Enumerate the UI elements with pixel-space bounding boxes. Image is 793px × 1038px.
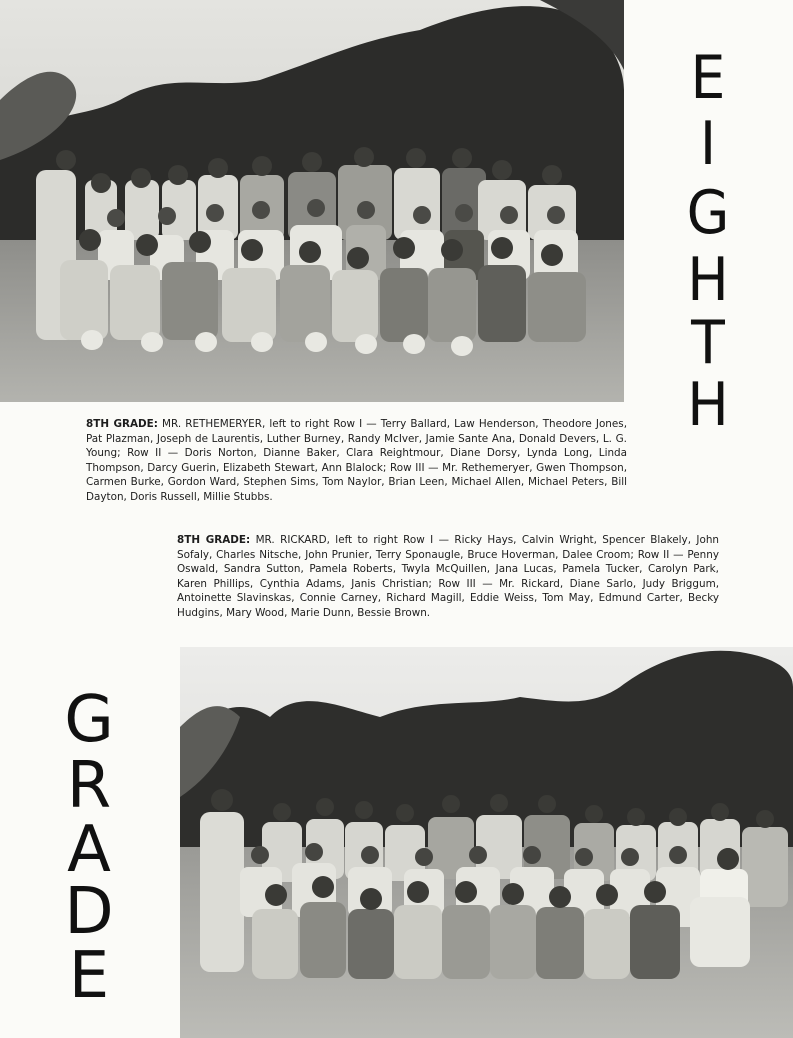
caption-rickard-class xyxy=(177,533,719,621)
class-photo-rethemeryer xyxy=(0,0,624,402)
title-letter: R xyxy=(66,749,112,823)
title-letter: A xyxy=(67,813,111,887)
title-letter: I xyxy=(699,109,717,179)
caption-rethemeryer-class xyxy=(86,417,627,505)
title-letter: T xyxy=(691,308,725,378)
title-letter: H xyxy=(687,370,729,440)
title-letter: G xyxy=(686,178,730,248)
caption-names: MR. RICKARD, left to right Row I — Ricky Hays, Calvin Wright, Spencer Blakely, John Sofaly, Charles Nitsche, John Prunier, Terry Sponaugle, Bruce Hoverman, Dalee Croom; Row II — Penny Oswald, Sandra Sutton, Pamela Roberts, Twyla McQuillen, Jana Lucas, Pamela Tucker, Carolyn Park, Karen Phillips, Cynthia Adams, Janis Christian; Row III — Mr. Rickard, Diane Sarlo, Judy Briggum, Antoinette Slavinskas, Connie Carney, Richard Magill, Eddie Weiss, Tom May, Edmund Carter, Becky Hudgins, Mary Wood, Marie Dunn, Bessie Brown. xyxy=(177,534,719,619)
caption-names: MR. RETHEMERYER, left to right Row I — Terry Ballard, Law Henderson, Theodore Jones, Pat Plazman, Joseph de Laurentis, Luther Burney, Randy McIver, Jamie Sante Ana, Donald Devers, L. G. Young; Row II — Doris Norton, Dianne Baker, Clara Reightmour, Diane Dorsy, Lynda Long, Linda Thompson, Darcy Guerin, Elizabeth Stewart, Ann Blalock; Row III — Mr. Rethemeryer, Gwen Thompson, Carmen Burke, Gordon Ward, Stephen Sims, Tom Naylor, Brian Leen, Michael Allen, Michael Peters, Bill Dayton, Doris Russell, Millie Stubbs. xyxy=(86,418,627,503)
caption-lead: 8TH GRADE: xyxy=(86,418,158,430)
title-letter: E xyxy=(690,43,726,113)
title-letter: D xyxy=(64,875,114,949)
title-letter: H xyxy=(687,245,729,315)
title-letter: E xyxy=(68,939,110,1013)
class-photo-rickard xyxy=(180,647,793,1038)
title-letter: G xyxy=(64,683,114,757)
caption-lead: 8TH GRADE: xyxy=(177,534,251,546)
